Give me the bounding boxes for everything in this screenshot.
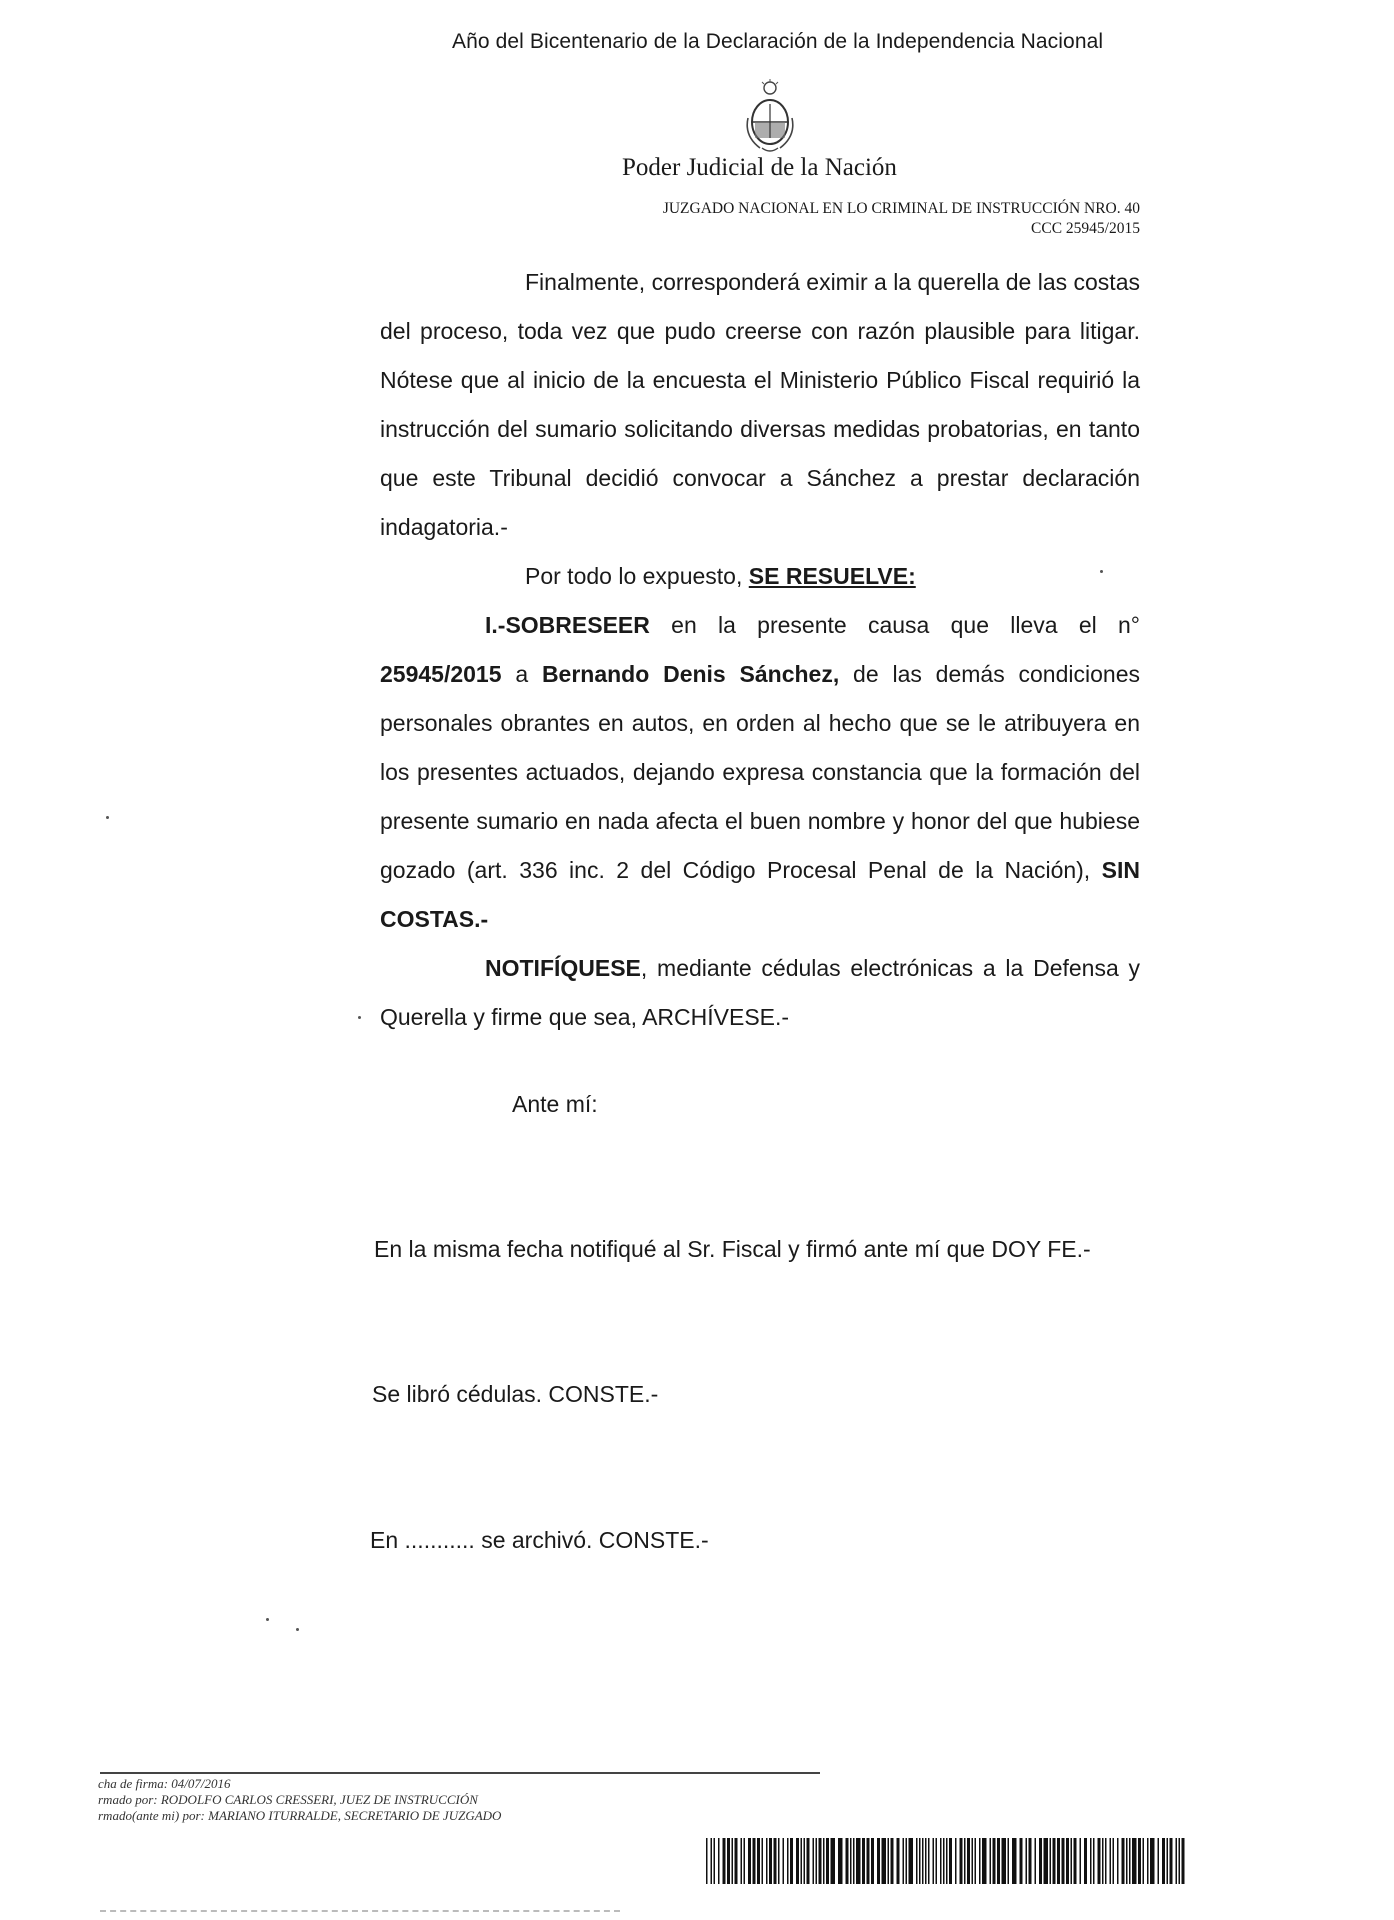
barcode-bar [1113,1838,1115,1884]
barcode-bar [732,1838,734,1884]
paragraph-costs: Finalmente, corresponderá eximir a la querella de las costas del proceso, toda vez que pudo creerse con razón plausible para litigar. Nótese que al inicio de la encuesta el Ministerio Público Fiscal requirió la instrucción del sumario solicitando diversas medidas probatorias, en tanto que este Tribunal decidió convocar a Sánchez a prestar declaración indagatoria.- [380,269,1140,540]
barcode-bar [960,1838,963,1884]
barcode-bar [706,1838,708,1884]
barcode-bar [967,1838,970,1884]
notifiquese-heading: NOTIFÍQUESE [485,955,641,981]
barcode-bar [993,1838,996,1884]
barcode-bar [955,1838,957,1884]
barcode-bar [964,1838,966,1884]
barcode-bar [1050,1838,1052,1884]
barcode-bar [1035,1838,1037,1884]
barcode-bar [1062,1838,1065,1884]
barcode-bar [903,1838,905,1884]
barcode-bar [997,1838,1000,1884]
barcode-bar [1138,1838,1141,1884]
barcode-bar [919,1838,921,1884]
barcode-bar [1080,1838,1082,1884]
barcode-bar [774,1838,777,1884]
paragraph-resolve-intro [380,552,1140,601]
barcode-bar [1150,1838,1155,1884]
barcode-bar [838,1838,843,1884]
barcode-bar [846,1838,849,1884]
barcode-bar [943,1838,945,1884]
barcode-bar [1093,1838,1095,1884]
barcode-bar [1105,1838,1107,1884]
barcode-bar [1126,1838,1128,1884]
barcode-bar [757,1838,760,1884]
coat-of-arms-seal [740,78,800,156]
barcode-bar [741,1838,743,1884]
barcode-bar [1179,1838,1181,1884]
barcode-bar [1039,1838,1042,1884]
signature-date: cha de firma: 04/07/2016 [98,1776,231,1791]
barcode-bar [940,1838,942,1884]
court-name: Poder Judicial de la Nación [622,154,897,181]
barcode-bar [933,1838,935,1884]
scan-speck [266,1618,269,1621]
barcode-bar [975,1838,977,1884]
barcode-bar [1122,1838,1125,1884]
barcode-bar [1053,1838,1056,1884]
barcode-bar [753,1838,756,1884]
resolve-intro-text: Por todo lo expuesto, [525,563,749,589]
document-barcode [706,1838,1186,1884]
scan-speck [296,1628,299,1631]
barcode-bar [1098,1838,1101,1884]
sobreseer-heading: I.-SOBRESEER [485,612,650,638]
barcode-bar [807,1838,810,1884]
barcode-bar [1162,1838,1165,1884]
sobreseer-text-2: a [501,661,542,687]
barcode-bar [723,1838,726,1884]
case-number: CCC 25945/2015 [1031,220,1140,237]
barcode-bar [1020,1838,1023,1884]
barcode-bar [1071,1838,1073,1884]
barcode-bar [1170,1838,1173,1884]
barcode-bar [816,1838,818,1884]
barcode-bar [850,1838,852,1884]
barcode-bar [922,1838,924,1884]
barcode-bar [1044,1838,1049,1884]
barcode-bar [727,1838,730,1884]
barcode-bar [1182,1838,1185,1884]
barcode-bar [972,1838,974,1884]
defendant-name: Bernando Denis Sánchez, [541,661,840,687]
notifiquese-text: , mediante cédulas electrónicas a la Defensa y Querella y firme que sea, ARCHÍVESE.- [380,955,1140,1030]
barcode-bar [1158,1838,1160,1884]
barcode-bar [1002,1838,1007,1884]
barcode-bar [916,1838,918,1884]
barcode-bar [718,1838,720,1884]
barcode-bar [906,1838,908,1884]
barcode-bar [1090,1838,1092,1884]
sin-costas: SIN COSTAS.- [380,857,1140,932]
barcode-bar [1147,1838,1149,1884]
barcode-bar [982,1838,987,1884]
barcode-bar [1167,1838,1169,1884]
paragraph-sobreseer [380,601,1140,944]
barcode-bar [1110,1838,1112,1884]
paragraph-notifiquese [380,944,1140,1042]
barcode-bar [1026,1838,1028,1884]
barcode-bar [946,1838,948,1884]
barcode-bar [790,1838,793,1884]
resolve-heading: SE RESUELVE: [748,563,916,589]
barcode-bar [877,1838,880,1884]
barcode-bar [1129,1838,1131,1884]
barcode-bar [862,1838,865,1884]
barcode-bar [1132,1838,1137,1884]
signature-judge: rmado por: RODOLFO CARLOS CRESSERI, JUEZ DE INSTRUCCIÓN [98,1792,478,1807]
barcode-bar [823,1838,825,1884]
barcode-bar [979,1838,981,1884]
barcode-bar [1029,1838,1032,1884]
barcode-bar [1084,1838,1087,1884]
barcode-bar [1012,1838,1017,1884]
ante-mi: Ante mí: [512,1091,598,1117]
barcode-bar [990,1838,992,1884]
barcode-bar [783,1838,785,1884]
notification-cedulas: Se libró cédulas. CONSTE.- [372,1381,659,1407]
barcode-bar [867,1838,870,1884]
barcode-bar [714,1838,716,1884]
scan-speck [106,816,109,819]
barcode-bar [888,1838,890,1884]
barcode-bar [853,1838,855,1884]
barcode-bar [1057,1838,1060,1884]
sobreseer-text-1: en la presente causa que lleva el n° [649,612,1140,638]
scan-edge-artifact [100,1910,620,1914]
barcode-bar [813,1838,815,1884]
barcode-bar [1066,1838,1069,1884]
case-number-bold: 25945/2015 [380,661,502,687]
barcode-bar [804,1838,806,1884]
barcode-bar [1102,1838,1104,1884]
barcode-bar [1008,1838,1010,1884]
barcode-bar [1143,1838,1145,1884]
barcode-bar [711,1838,713,1884]
barcode-bar [796,1838,799,1884]
barcode-bar [897,1838,900,1884]
barcode-bar [769,1838,772,1884]
barcode-bar [936,1838,938,1884]
barcode-bar [1074,1838,1077,1884]
barcode-bar [882,1838,887,1884]
barcode-bar [891,1838,894,1884]
barcode-bar [831,1838,836,1884]
sobreseer-text-3: de las demás condiciones personales obrantes en autos, en orden al hecho que se le atribuyera en los presentes actuados, dejando expresa constancia que la formación del presente sumario en nada afecta el buen nombre y honor del que hubiese gozado (art. 336 inc. 2 del Código Procesal Penal de la Nación), [380,661,1140,883]
header-motto: Año del Bicentenario de la Declaración de la Independencia Nacional [452,30,1104,53]
barcode-bar [856,1838,861,1884]
notification-archivo: En ........... se archivó. CONSTE.- [370,1527,709,1553]
barcode-bar [762,1838,764,1884]
scan-speck [358,1016,361,1019]
scan-speck [1100,570,1103,573]
signature-divider [100,1772,820,1774]
signature-secretary: rmado(ante mi) por: MARIANO ITURRALDE, SECRETARIO DE JUZGADO [98,1808,502,1823]
barcode-bar [766,1838,768,1884]
court-subtitle: JUZGADO NACIONAL EN LO CRIMINAL DE INSTRUCCIÓN NRO. 40 [662,200,1140,217]
barcode-bar [1176,1838,1178,1884]
barcode-bar [778,1838,780,1884]
barcode-bar [819,1838,822,1884]
barcode-bar [744,1838,746,1884]
barcode-bar [949,1838,952,1884]
barcode-bar [801,1838,803,1884]
barcode-bar [928,1838,930,1884]
barcode-bar [787,1838,789,1884]
barcode-bar [826,1838,829,1884]
barcode-bar [1117,1838,1119,1884]
barcode-bar [748,1838,751,1884]
barcode-bar [909,1838,914,1884]
barcode-bar [925,1838,927,1884]
barcode-bar [735,1838,738,1884]
notification-fiscal: En la misma fecha notifiqué al Sr. Fiscal y firmó ante mí que DOY FE.- [374,1236,1091,1262]
barcode-bar [871,1838,874,1884]
